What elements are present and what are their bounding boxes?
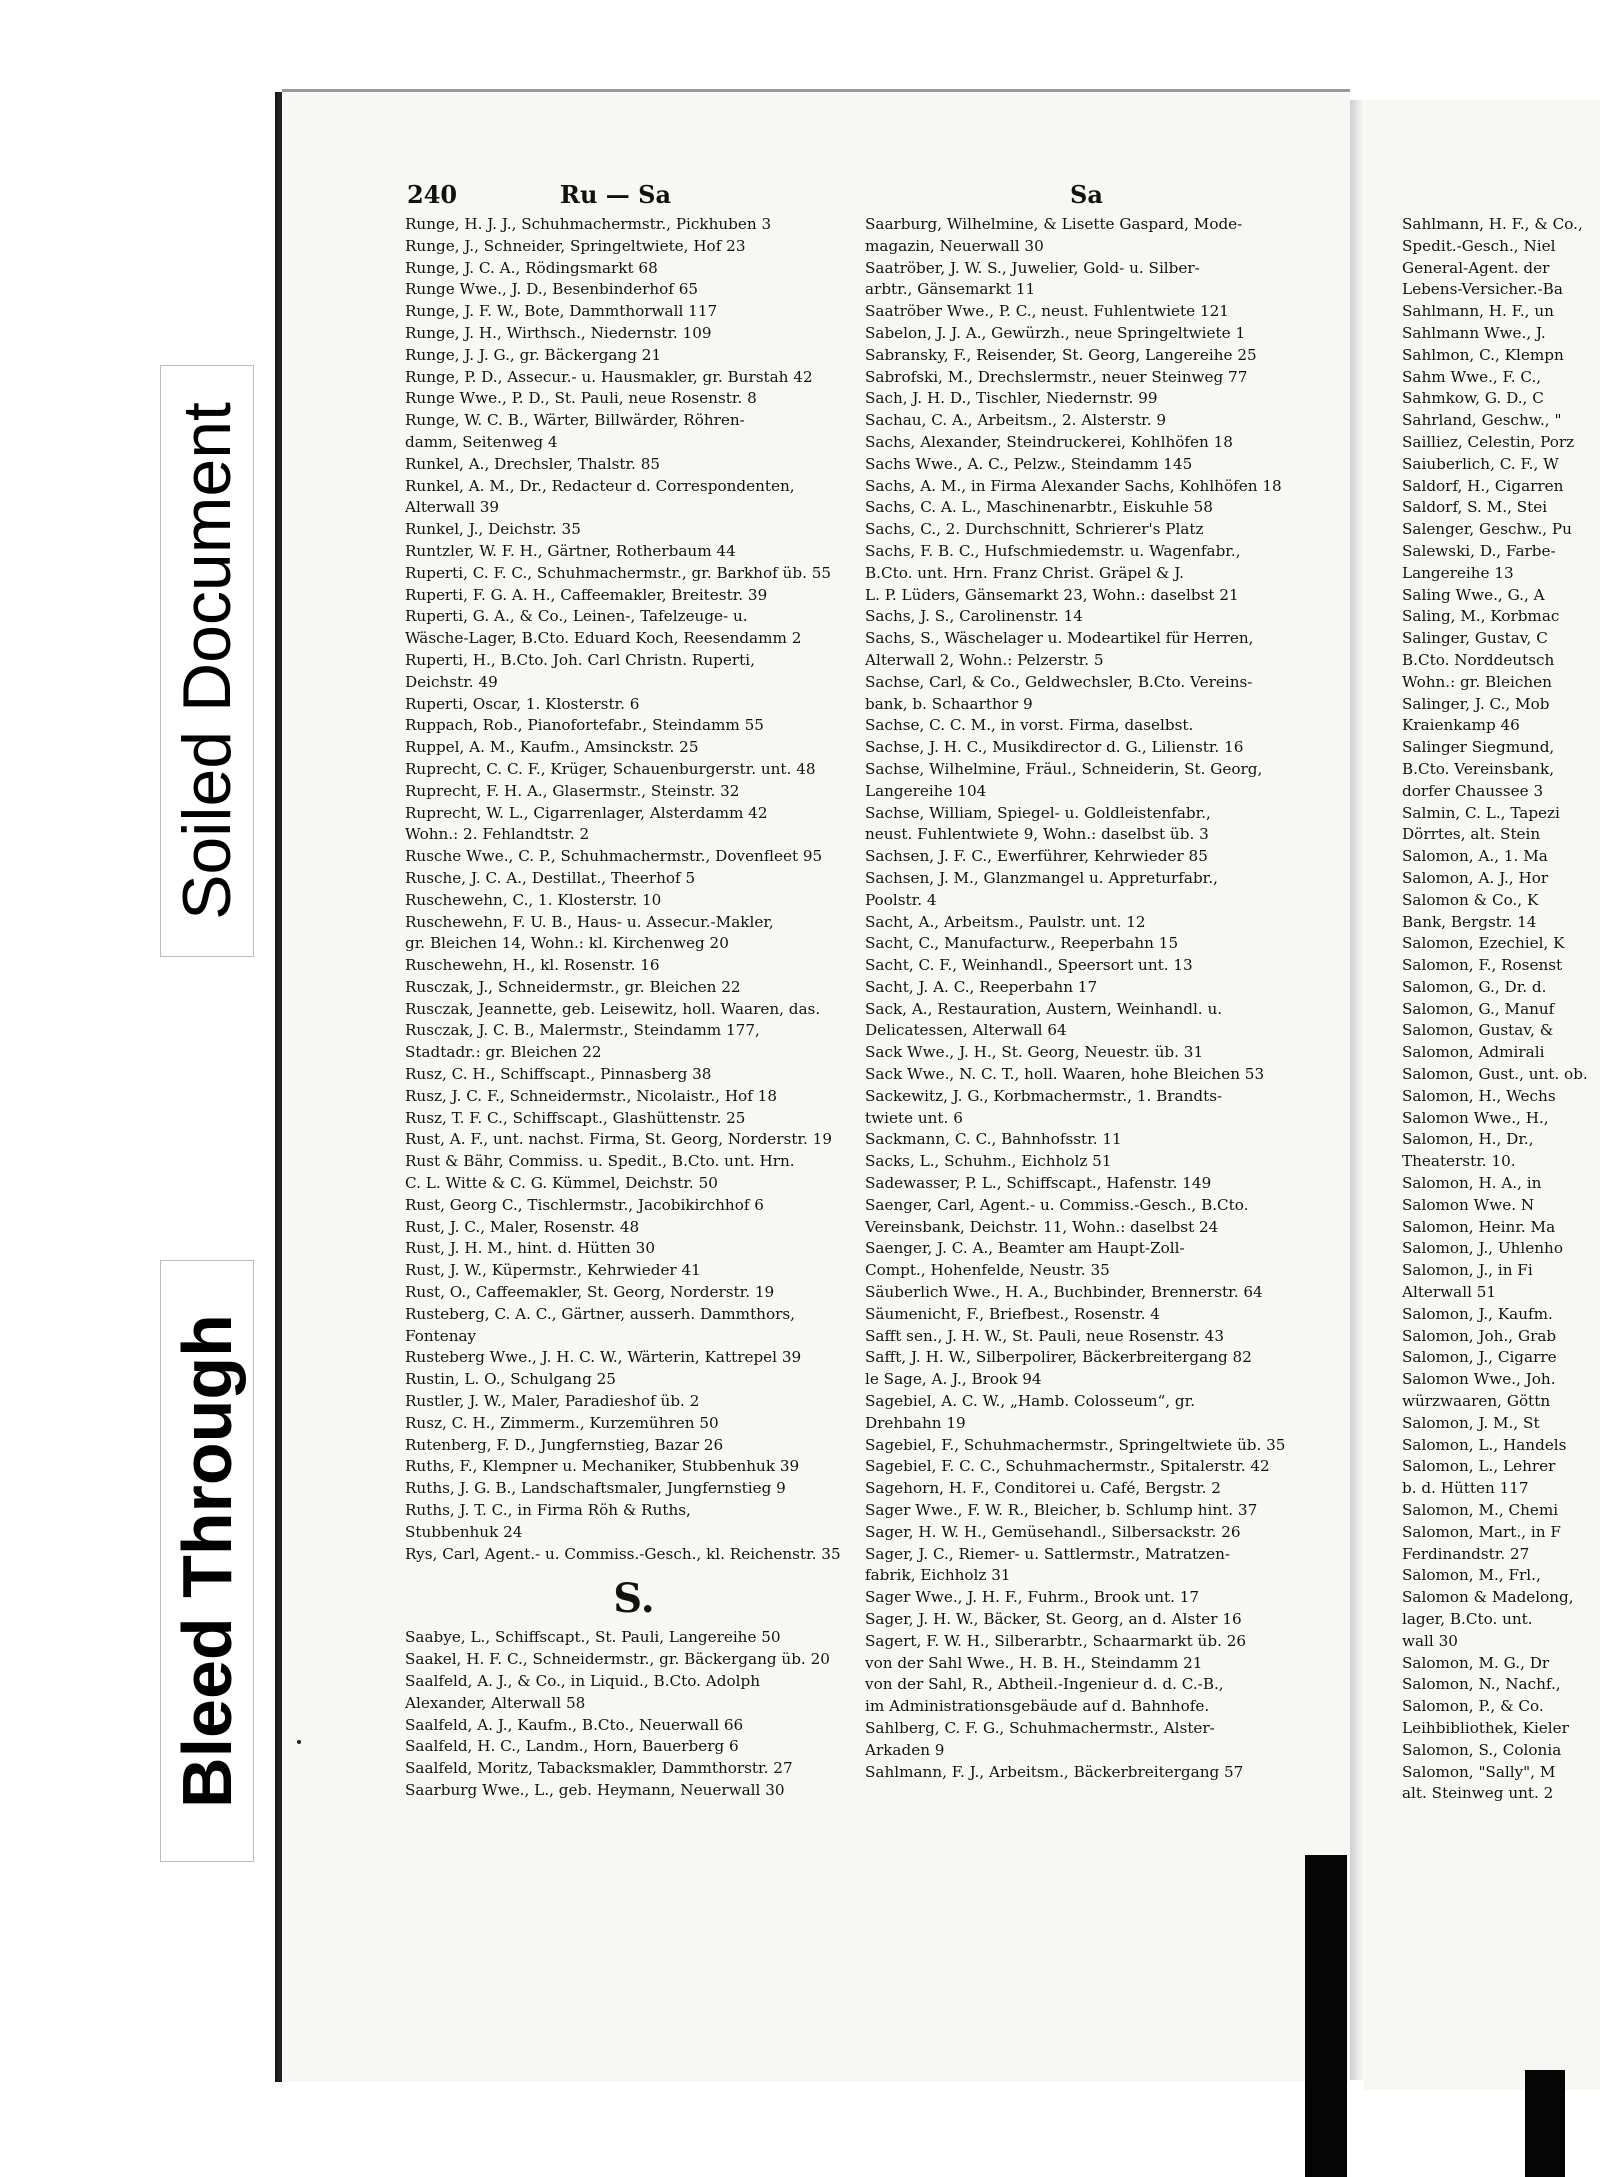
directory-entry: Langereihe 13 — [1402, 563, 1514, 582]
directory-entry: Rusz, C. H., Schiffscapt., Pinnasberg 38 — [405, 1065, 712, 1084]
directory-entry: Safft, J. H. W., Silberpolirer, Bäckerbreitergang 82 — [865, 1348, 1252, 1367]
directory-entry: Saalfeld, Moritz, Tabacksmakler, Dammthorstr. 27 — [405, 1759, 793, 1778]
directory-entry: Salomon, Mart., in F — [1402, 1522, 1561, 1541]
directory-entry: Salomon, L., Handels — [1402, 1435, 1567, 1454]
directory-entry: Dörrtes, alt. Stein — [1402, 825, 1541, 844]
directory-entry: Runge Wwe., P. D., St. Pauli, neue Rosenstr. 8 — [405, 389, 757, 408]
directory-entry: Rust, J. C., Maler, Rosenstr. 48 — [405, 1217, 640, 1236]
directory-entry: Sagert, F. W. H., Silberarbtr., Schaarmarkt üb. 26 — [865, 1631, 1247, 1650]
directory-entry: gr. Bleichen 14, Wohn.: kl. Kirchenweg 20 — [405, 934, 729, 953]
directory-entry: Runge, J. F. W., Bote, Dammthorwall 117 — [405, 302, 718, 321]
directory-entry: Theaterstr. 10. — [1402, 1152, 1516, 1171]
directory-entry: Sack, A., Restauration, Austern, Weinhandl. u. — [865, 999, 1223, 1018]
directory-entry: Rust & Bähr, Commiss. u. Spedit., B.Cto. unt. Hrn. — [405, 1152, 795, 1171]
directory-entry: Salomon, J. M., St — [1402, 1413, 1540, 1432]
directory-entry: Salomon, H. A., in — [1402, 1174, 1542, 1193]
directory-entry: Sachs, A. M., in Firma Alexander Sachs, Kohlhöfen 18 — [865, 476, 1282, 495]
directory-entry: Ruprecht, C. C. F., Krüger, Schauenburgerstr. unt. 48 — [405, 759, 816, 778]
directory-entry: Ruprecht, W. L., Cigarrenlager, Alsterdamm 42 — [405, 803, 768, 822]
directory-entry: Saatröber, J. W. S., Juwelier, Gold- u. Silber- — [865, 258, 1200, 277]
directory-entry: Salomon & Madelong, — [1402, 1588, 1574, 1607]
directory-entry: Salomon, P., & Co. — [1402, 1697, 1544, 1716]
column-left — [405, 214, 863, 1802]
directory-entry: Saarburg, Wilhelmine, & Lisette Gaspard, Mode- — [865, 215, 1243, 233]
directory-entry: Rusche Wwe., C. P., Schuhmachermstr., Dovenfleet 95 — [405, 847, 823, 866]
directory-entry: Sahrland, Geschw., " — [1402, 411, 1562, 430]
directory-entry: Ferdinandstr. 27 — [1402, 1544, 1530, 1563]
directory-entry: Rust, A. F., unt. nachst. Firma, St. Georg, Norderstr. 19 — [405, 1130, 833, 1149]
directory-entry: Salomon Wwe. N — [1402, 1195, 1535, 1214]
directory-entry: im Administrationsgebäude auf d. Bahnhofe. — [865, 1697, 1210, 1716]
directory-entry: Sacht, C., Manufacturw., Reeperbahn 15 — [865, 934, 1179, 953]
bleed-through-label — [160, 1260, 254, 1862]
directory-entry: Sachs, S., Wäschelager u. Modeartikel für Herren, — [865, 629, 1254, 648]
directory-entry: Saabye, L., Schiffscapt., St. Pauli, Langereihe 50 — [405, 1628, 781, 1647]
directory-entry: Rustin, L. O., Schulgang 25 — [405, 1370, 616, 1389]
running-head-right: Sa — [1070, 180, 1103, 209]
directory-entry: Runge, W. C. B., Wärter, Billwärder, Röhren- — [405, 411, 745, 430]
directory-entry: Ruppel, A. M., Kaufm., Amsinckstr. 25 — [405, 738, 699, 757]
directory-entry: Rustler, J. W., Maler, Paradieshof üb. 2 — [405, 1392, 700, 1411]
directory-entry: Sahlmann Wwe., J. — [1402, 323, 1546, 342]
directory-entry: Sachs, C., 2. Durchschnitt, Schrierer's Platz — [865, 520, 1204, 539]
directory-entry: Salomon, S., Colonia — [1402, 1740, 1562, 1759]
directory-entry: Runge Wwe., J. D., Besenbinderhof 65 — [405, 280, 699, 299]
directory-entry: Sach, J. H. D., Tischler, Niedernstr. 99 — [865, 389, 1158, 408]
directory-entry: Sack Wwe., J. H., St. Georg, Neuestr. üb. 31 — [865, 1043, 1204, 1062]
directory-entry: Leihbibliothek, Kieler — [1402, 1718, 1569, 1737]
directory-entry: Salomon, J., in Fi — [1402, 1261, 1533, 1280]
directory-entry: Säuberlich Wwe., H. A., Buchbinder, Brennerstr. 64 — [865, 1283, 1263, 1302]
directory-entry: Salomon, A., 1. Ma — [1402, 847, 1548, 866]
directory-entry: Rusz, T. F. C., Schiffscapt., Glashüttenstr. 25 — [405, 1108, 746, 1127]
directory-entry: Salomon, A. J., Hor — [1402, 868, 1549, 887]
directory-entry: Sager, J. H. W., Bäcker, St. Georg, an d. Alster 16 — [865, 1610, 1242, 1628]
directory-entry: damm, Seitenweg 4 — [405, 432, 558, 451]
directory-entry: Sackewitz, J. G., Korbmachermstr., 1. Brandts- — [865, 1086, 1223, 1105]
directory-entry: Sachse, C. C. M., in vorst. Firma, daselbst. — [865, 716, 1194, 735]
book-gutter — [1350, 100, 1364, 2080]
directory-entry: L. P. Lüders, Gänsemarkt 23, Wohn.: daselbst 21 — [865, 585, 1239, 604]
directory-entry: arbtr., Gänsemarkt 11 — [865, 280, 1036, 299]
directory-entry: Lebens-Versicher.-Ba — [1402, 280, 1563, 299]
directory-entry: Stadtadr.: gr. Bleichen 22 — [405, 1043, 602, 1062]
directory-entry: neust. Fuhlentwiete 9, Wohn.: daselbst üb. 3 — [865, 825, 1209, 844]
directory-entry: General-Agent. der — [1402, 258, 1550, 277]
directory-entry: Bank, Bergstr. 14 — [1402, 912, 1537, 931]
directory-entry: Sackmann, C. C., Bahnhofsstr. 11 — [865, 1130, 1122, 1149]
directory-entry: Wohn.: 2. Fehlandtstr. 2 — [405, 825, 590, 844]
directory-entry: Sager Wwe., F. W. R., Bleicher, b. Schlump hint. 37 — [865, 1501, 1258, 1520]
directory-entry: Saenger, J. C. A., Beamter am Haupt-Zoll- — [865, 1239, 1185, 1258]
soiled-document-label — [160, 365, 254, 957]
directory-entry: Sahlberg, C. F. G., Schuhmachermstr., Alster- — [865, 1718, 1215, 1737]
directory-entry: Salmin, C. L., Tapezi — [1402, 803, 1560, 822]
directory-entry: Saenger, Carl, Agent.- u. Commiss.-Gesch., B.Cto. — [865, 1195, 1249, 1214]
directory-entry: Saakel, H. F. C., Schneidermstr., gr. Bäckergang üb. 20 — [405, 1650, 830, 1669]
directory-entry: würzwaaren, Göttn — [1402, 1392, 1551, 1411]
directory-entry: Sager Wwe., J. H. F., Fuhrm., Brook unt. 17 — [865, 1588, 1200, 1607]
directory-entry: Runge, J., Schneider, Springeltwiete, Hof 23 — [405, 236, 746, 255]
directory-entry: Runge, H. J. J., Schuhmachermstr., Pickhuben 3 — [405, 215, 772, 233]
directory-entry: Saling Wwe., G., A — [1402, 585, 1545, 604]
directory-entry: Rusteberg, C. A. C., Gärtner, ausserh. Dammthors, — [405, 1304, 795, 1323]
directory-entry: Runge, J. C. A., Rödingsmarkt 68 — [405, 258, 658, 277]
directory-entry: Sack Wwe., N. C. T., holl. Waaren, hohe Bleichen 53 — [865, 1065, 1265, 1084]
directory-entry: Sacht, C. F., Weinhandl., Speersort unt. 13 — [865, 956, 1193, 975]
directory-entry: Rusz, C. H., Zimmerm., Kurzemühren 50 — [405, 1413, 719, 1432]
directory-entry: Saldorf, S. M., Stei — [1402, 498, 1548, 517]
directory-entry: Sachsen, J. M., Glanzmangel u. Appreturfabr., — [865, 868, 1218, 887]
directory-entry: Sachse, William, Spiegel- u. Goldleistenfabr., — [865, 803, 1211, 822]
directory-entry: Salewski, D., Farbe- — [1402, 541, 1556, 560]
binding-strip — [1305, 1855, 1347, 2177]
directory-entry: le Sage, A. J., Brook 94 — [865, 1370, 1042, 1389]
directory-entry: Runkel, A. M., Dr., Redacteur d. Correspondenten, — [405, 476, 795, 495]
directory-entry: Salomon, F., Rosenst — [1402, 956, 1563, 975]
directory-entry: Sailliez, Celestin, Porz — [1402, 432, 1575, 451]
directory-entry: Ruths, J. G. B., Landschaftsmaler, Jungfernstieg 9 — [405, 1479, 786, 1498]
column-right-partial — [1402, 214, 1600, 1805]
directory-entry: twiete unt. 6 — [865, 1108, 963, 1127]
directory-entry: Salomon, L., Lehrer — [1402, 1457, 1556, 1476]
directory-entry: Salomon, M., Chemi — [1402, 1501, 1559, 1520]
directory-entry: Sager, H. W. H., Gemüsehandl., Silbersackstr. 26 — [865, 1522, 1241, 1541]
directory-entry: Salomon, Gustav, & — [1402, 1021, 1554, 1040]
directory-entry: Rutenberg, F. D., Jungfernstieg, Bazar 26 — [405, 1435, 724, 1454]
directory-entry: Salomon, Ezechiel, K — [1402, 934, 1565, 953]
page-number: 240 — [407, 180, 458, 209]
directory-entry: Alterwall 39 — [405, 498, 500, 517]
directory-entry: Salomon Wwe., H., — [1402, 1108, 1549, 1127]
directory-entry: Sahm Wwe., F. C., — [1402, 367, 1542, 386]
directory-entry: Sachs, C. A. L., Maschinenarbtr., Eiskuhle 58 — [865, 498, 1213, 517]
directory-entry: Runkel, J., Deichstr. 35 — [405, 520, 581, 539]
bleed-through-label-text: Bleed Through — [168, 1314, 246, 1808]
directory-entry: Ruprecht, F. H. A., Glasermstr., Steinstr. 32 — [405, 781, 740, 800]
directory-entry: Salomon, J., Uhlenho — [1402, 1239, 1563, 1258]
directory-entry: Saalfeld, H. C., Landm., Horn, Bauerberg 6 — [405, 1737, 739, 1756]
directory-entry: Sahlmann, H. F., un — [1402, 302, 1554, 321]
directory-entry: Rust, J. W., Küpermstr., Kehrwieder 41 — [405, 1261, 701, 1280]
directory-entry: Salomon, Heinr. Ma — [1402, 1217, 1556, 1236]
directory-entry: Sabrofski, M., Drechslermstr., neuer Steinweg 77 — [865, 367, 1248, 386]
directory-entry: Ruschewehn, H., kl. Rosenstr. 16 — [405, 956, 660, 975]
directory-entry: Salomon, G., Dr. d. — [1402, 977, 1547, 996]
directory-entry: Ruperti, H., B.Cto. Joh. Carl Christn. Ruperti, — [405, 650, 755, 669]
directory-entry: Sagebiel, F. C. C., Schuhmachermstr., Spitalerstr. 42 — [865, 1457, 1270, 1476]
directory-entry: Rusczak, J., Schneidermstr., gr. Bleichen 22 — [405, 977, 741, 996]
directory-entry: Arkaden 9 — [865, 1740, 945, 1759]
directory-entry: Rusteberg Wwe., J. H. C. W., Wärterin, Kattrepel 39 — [405, 1348, 802, 1367]
directory-entry: Salomon, N., Nachf., — [1402, 1675, 1561, 1694]
directory-entry: Spedit.-Gesch., Niel — [1402, 236, 1556, 255]
directory-entry: Fontenay — [405, 1326, 477, 1345]
directory-entry: Rust, O., Caffeemakler, St. Georg, Norderstr. 19 — [405, 1283, 775, 1302]
directory-entry: Wäsche-Lager, B.Cto. Eduard Koch, Reesendamm 2 — [405, 629, 802, 648]
directory-entry: Drehbahn 19 — [865, 1413, 966, 1432]
directory-entry: Sachs, F. B. C., Hufschmiedemstr. u. Wagenfabr., — [865, 541, 1241, 560]
running-head-left: Ru — Sa — [560, 180, 671, 209]
directory-entry: von der Sahl, R., Abtheil.-Ingenieur d. d. C.-B., — [865, 1675, 1224, 1694]
directory-entry: Sabelon, J. J. A., Gewürzh., neue Springeltwiete 1 — [865, 323, 1246, 342]
directory-entry: lager, B.Cto. unt. — [1402, 1610, 1533, 1628]
directory-entry: Salomon, Joh., Grab — [1402, 1326, 1557, 1345]
directory-entry: bank, b. Schaarthor 9 — [865, 694, 1033, 713]
column-middle — [865, 214, 1320, 1783]
directory-entry: Sachse, J. H. C., Musikdirector d. G., Lilienstr. 16 — [865, 738, 1244, 757]
directory-entry: Rusczak, J. C. B., Malermstr., Steindamm 177, — [405, 1021, 760, 1040]
directory-entry: Safft sen., J. H. W., St. Pauli, neue Rosenstr. 43 — [865, 1326, 1225, 1345]
directory-entry: Sahmkow, G. D., C — [1402, 389, 1544, 408]
directory-entry: Sadewasser, P. L., Schiffscapt., Hafenstr. 149 — [865, 1174, 1212, 1193]
directory-entry: Stubbenhuk 24 — [405, 1522, 523, 1541]
directory-entry: Ruschewehn, C., 1. Klosterstr. 10 — [405, 890, 662, 909]
directory-entry: Rusczak, Jeannette, geb. Leisewitz, holl. Waaren, das. — [405, 999, 821, 1018]
directory-entry: Runge, J. H., Wirthsch., Niedernstr. 109 — [405, 323, 712, 342]
directory-entry: Saarburg Wwe., L., geb. Heymann, Neuerwall 30 — [405, 1780, 785, 1799]
directory-entry: Sachs, Alexander, Steindruckerei, Kohlhöfen 18 — [865, 432, 1233, 451]
directory-entry: Compt., Hohenfelde, Neustr. 35 — [865, 1261, 1110, 1280]
directory-entry: Sager, J. C., Riemer- u. Sattlermstr., Matratzen- — [865, 1544, 1231, 1563]
directory-entry: magazin, Neuerwall 30 — [865, 236, 1044, 255]
directory-entry: Salomon, "Sally", M — [1402, 1762, 1556, 1781]
directory-entry: Salomon, Admirali — [1402, 1043, 1545, 1062]
directory-entry: Ruperti, C. F. C., Schuhmachermstr., gr. Barkhof üb. 55 — [405, 563, 832, 582]
directory-entry: Rust, J. H. M., hint. d. Hütten 30 — [405, 1239, 655, 1258]
directory-entry: Sacks, L., Schuhm., Eichholz 51 — [865, 1152, 1112, 1171]
directory-entry: Salomon, G., Manuf — [1402, 999, 1555, 1018]
directory-entry: B.Cto. Norddeutsch — [1402, 650, 1555, 669]
binding-strip-lower — [1525, 2070, 1565, 2177]
directory-entry: Runtzler, W. F. H., Gärtner, Rotherbaum 44 — [405, 541, 736, 560]
directory-entry: Salomon, M. G., Dr — [1402, 1653, 1550, 1672]
directory-entry: Alterwall 51 — [1402, 1283, 1497, 1302]
directory-entry: B.Cto. unt. Hrn. Franz Christ. Gräpel & J. — [865, 563, 1184, 582]
directory-entry: fabrik, Eichholz 31 — [865, 1566, 1011, 1585]
directory-entry: Salomon Wwe., Joh. — [1402, 1370, 1556, 1389]
directory-entry: Saalfeld, A. J., Kaufm., B.Cto., Neuerwall 66 — [405, 1715, 744, 1734]
directory-entry: Sagebiel, F., Schuhmachermstr., Springeltwiete üb. 35 — [865, 1435, 1286, 1454]
directory-entry: Salomon, Gust., unt. ob. — [1402, 1065, 1588, 1084]
directory-entry: Sagebiel, A. C. W., „Hamb. Colosseum“, gr. — [865, 1392, 1196, 1411]
directory-entry: Salomon & Co., K — [1402, 890, 1539, 909]
directory-entry: Rusz, J. C. F., Schneidermstr., Nicolaistr., Hof 18 — [405, 1086, 777, 1105]
soiled-document-label-text: Soiled Document — [169, 402, 245, 920]
directory-entry: Ruths, J. T. C., in Firma Röh & Ruths, — [405, 1501, 691, 1520]
directory-entry: Sagehorn, H. F., Conditorei u. Café, Bergstr. 2 — [865, 1479, 1221, 1498]
directory-entry: wall 30 — [1402, 1631, 1458, 1650]
directory-entry: Alexander, Alterwall 58 — [405, 1693, 586, 1712]
directory-entry: Salomon, H., Wechs — [1402, 1086, 1556, 1105]
directory-entry: dorfer Chaussee 3 — [1402, 781, 1544, 800]
directory-entry: Langereihe 104 — [865, 781, 987, 800]
directory-entry: Deichstr. 49 — [405, 672, 498, 691]
directory-entry: Salinger, Gustav, C — [1402, 629, 1548, 648]
directory-entry: Saldorf, H., Cigarren — [1402, 476, 1564, 495]
directory-entry: Runge, P. D., Assecur.- u. Hausmakler, gr. Burstah 42 — [405, 367, 813, 386]
directory-entry: Vereinsbank, Deichstr. 11, Wohn.: daselbst 24 — [865, 1217, 1219, 1236]
directory-entry: Wohn.: gr. Bleichen — [1402, 672, 1552, 691]
directory-entry: Sahlmann, F. J., Arbeitsm., Bäckerbreitergang 57 — [865, 1762, 1244, 1781]
directory-entry: Ruperti, Oscar, 1. Klosterstr. 6 — [405, 694, 640, 713]
directory-entry: Ruschewehn, F. U. B., Haus- u. Assecur.-Makler, — [405, 912, 774, 931]
directory-entry: Saalfeld, A. J., & Co., in Liquid., B.Cto. Adolph — [405, 1672, 760, 1690]
directory-entry: b. d. Hütten 117 — [1402, 1479, 1529, 1498]
directory-entry: Salinger, J. C., Mob — [1402, 694, 1550, 713]
directory-entry: Saling, M., Korbmac — [1402, 607, 1560, 626]
directory-entry: Sachse, Wilhelmine, Fräul., Schneiderin, St. Georg, — [865, 759, 1263, 778]
directory-entry: Ruperti, F. G. A. H., Caffeemakler, Breitestr. 39 — [405, 585, 768, 604]
section-letter: S. — [613, 1575, 655, 1623]
directory-entry: Sachs Wwe., A. C., Pelzw., Steindamm 145 — [865, 454, 1193, 473]
directory-entry: B.Cto. Vereinsbank, — [1402, 759, 1555, 778]
directory-entry: Rusche, J. C. A., Destillat., Theerhof 5 — [405, 868, 696, 887]
directory-entry: Delicatessen, Alterwall 64 — [865, 1021, 1067, 1040]
directory-entry: Sahlmon, C., Klempn — [1402, 345, 1564, 364]
directory-entry: Sabransky, F., Reisender, St. Georg, Langereihe 25 — [865, 345, 1257, 364]
directory-entry: Rys, Carl, Agent.- u. Commiss.-Gesch., kl. Reichenstr. 35 — [405, 1544, 841, 1563]
directory-entry: Runkel, A., Drechsler, Thalstr. 85 — [405, 454, 661, 473]
directory-entry: Salinger Siegmund, — [1402, 738, 1555, 757]
directory-entry: von der Sahl Wwe., H. B. H., Steindamm 21 — [865, 1653, 1203, 1672]
directory-entry: alt. Steinweg unt. 2 — [1402, 1784, 1554, 1803]
directory-entry: Sachs, J. S., Carolinenstr. 14 — [865, 607, 1083, 626]
directory-entry: Sahlmann, H. F., & Co., — [1402, 215, 1583, 233]
directory-entry: Salomon, M., Frl., — [1402, 1566, 1541, 1585]
directory-entry: C. L. Witte & C. G. Kümmel, Deichstr. 50 — [405, 1174, 718, 1193]
directory-entry: Ruperti, G. A., & Co., Leinen-, Tafelzeuge- u. — [405, 607, 748, 626]
directory-entry: Poolstr. 4 — [865, 890, 937, 909]
directory-entry: Kraienkamp 46 — [1402, 716, 1520, 735]
directory-entry: Sachse, Carl, & Co., Geldwechsler, B.Cto. Vereins- — [865, 672, 1253, 691]
directory-entry: Ruppach, Rob., Pianofortefabr., Steindamm 55 — [405, 716, 764, 735]
directory-entry: Salomon, J., Cigarre — [1402, 1348, 1557, 1367]
ink-dot — [297, 1740, 301, 1744]
directory-entry: Sachau, C. A., Arbeitsm., 2. Alsterstr. 9 — [865, 411, 1167, 430]
directory-entry: Alterwall 2, Wohn.: Pelzerstr. 5 — [865, 650, 1104, 669]
directory-entry: Ruths, F., Klempner u. Mechaniker, Stubbenhuk 39 — [405, 1457, 800, 1476]
directory-entry: Saatröber Wwe., P. C., neust. Fuhlentwiete 121 — [865, 302, 1229, 321]
directory-entry: Salomon, H., Dr., — [1402, 1130, 1534, 1149]
directory-entry: Saiuberlich, C. F., W — [1402, 454, 1559, 473]
directory-entry: Salenger, Geschw., Pu — [1402, 520, 1572, 539]
directory-entry: Sachsen, J. F. C., Ewerführer, Kehrwieder 85 — [865, 847, 1208, 866]
directory-entry: Rust, Georg C., Tischlermstr., Jacobikirchhof 6 — [405, 1195, 764, 1214]
directory-entry: Sacht, A., Arbeitsm., Paulstr. unt. 12 — [865, 912, 1146, 931]
directory-entry: Säumenicht, F., Briefbest., Rosenstr. 4 — [865, 1304, 1160, 1323]
directory-entry: Salomon, J., Kaufm. — [1402, 1304, 1553, 1323]
directory-entry: Sacht, J. A. C., Reeperbahn 17 — [865, 977, 1098, 996]
directory-entry: Runge, J. J. G., gr. Bäckergang 21 — [405, 345, 662, 364]
